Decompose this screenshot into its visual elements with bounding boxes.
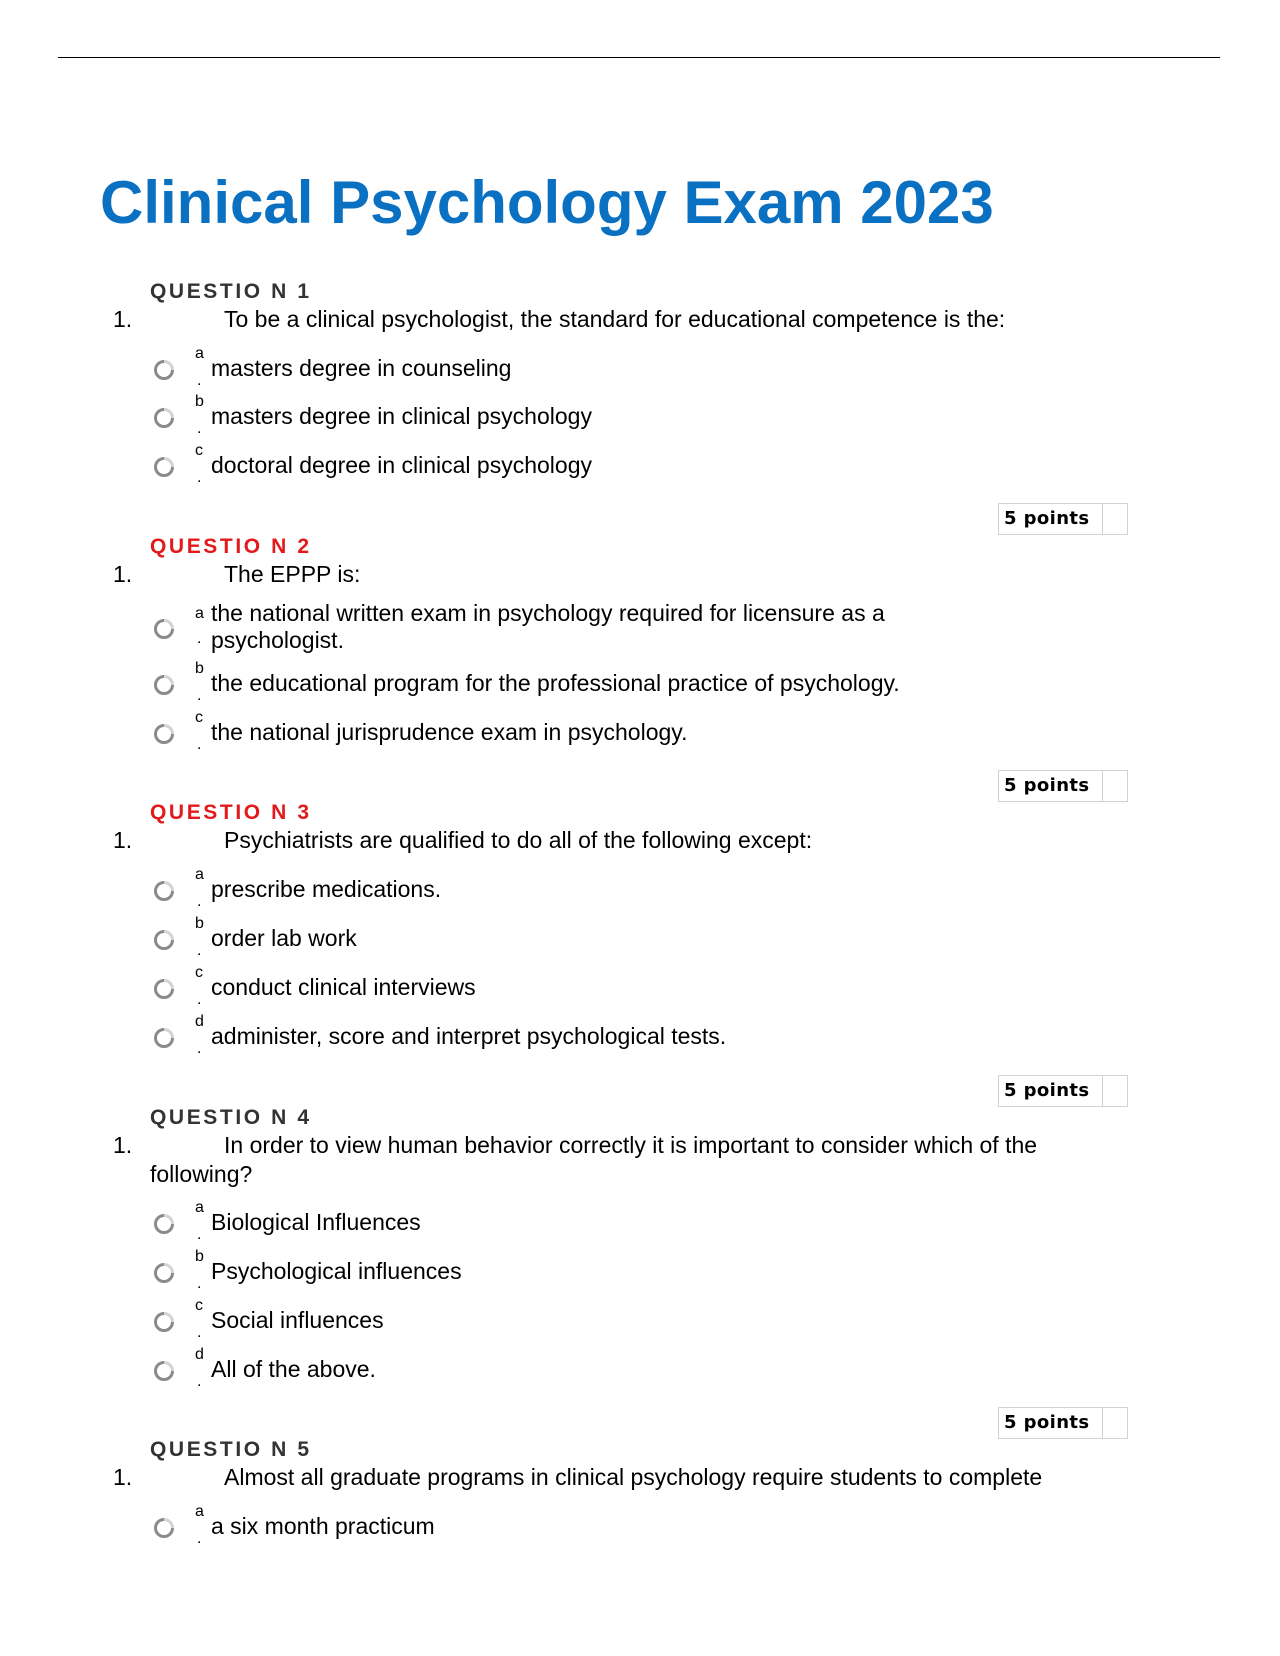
top-rule: [58, 57, 1220, 58]
points-input-box: [1102, 1408, 1127, 1438]
option-dot: .: [197, 991, 202, 1008]
points-badge-3: [998, 1075, 1128, 1107]
option-letter: d: [195, 1013, 204, 1030]
option-letter: a: [195, 345, 204, 362]
radio-button-icon[interactable]: [153, 880, 175, 902]
radio-button-icon[interactable]: [153, 929, 175, 951]
option-letter: a: [195, 1503, 204, 1520]
option-dot: .: [197, 469, 202, 486]
points-input-box: [1102, 771, 1127, 801]
question-1-option-b[interactable]: [150, 393, 1010, 445]
question-3-option-c[interactable]: [150, 964, 1010, 1016]
option-dot: .: [197, 1275, 202, 1292]
option-dot: .: [197, 687, 202, 704]
option-letter: a: [195, 605, 204, 622]
option-letter: b: [195, 393, 204, 410]
question-5-option-a[interactable]: [150, 1503, 1010, 1555]
question-4-number: 1.: [113, 1132, 133, 1158]
question-4-option-d[interactable]: [150, 1346, 1010, 1398]
option-dot: .: [197, 630, 202, 647]
option-letter: b: [195, 660, 204, 677]
option-label: Biological Influences: [211, 1209, 421, 1235]
question-1-header: QUESTIO N 1: [150, 280, 312, 303]
points-label: 5 points: [1004, 1412, 1090, 1433]
option-label: order lab work: [211, 925, 357, 951]
radio-button-icon[interactable]: [153, 1262, 175, 1284]
option-label: the national jurisprudence exam in psychology.: [211, 719, 688, 745]
points-input-box: [1102, 1076, 1127, 1106]
question-2-header: QUESTIO N 2: [150, 535, 312, 558]
option-letter: a: [195, 1199, 204, 1216]
option-dot: .: [197, 1040, 202, 1057]
question-1-number: 1.: [113, 306, 133, 332]
question-3-option-a[interactable]: [150, 866, 1010, 918]
points-badge-2: [998, 770, 1128, 802]
radio-button-icon[interactable]: [153, 674, 175, 696]
option-dot: .: [197, 1373, 202, 1390]
question-2-option-c[interactable]: [150, 709, 1010, 761]
radio-button-icon[interactable]: [153, 1360, 175, 1382]
question-2-option-b[interactable]: [150, 660, 1010, 712]
radio-button-icon[interactable]: [153, 1027, 175, 1049]
question-3-text: Psychiatrists are qualified to do all of the following except:: [224, 827, 813, 853]
question-4-header: QUESTIO N 4: [150, 1106, 312, 1129]
option-label: masters degree in counseling: [211, 355, 512, 381]
question-4-text: In order to view human behavior correctly it is important to consider which of the following?: [150, 1132, 1038, 1187]
question-3-option-b[interactable]: [150, 915, 1010, 967]
page-title: Clinical Psychology Exam 2023: [100, 169, 994, 236]
option-dot: .: [197, 1324, 202, 1341]
option-letter: b: [195, 1248, 204, 1265]
option-label: masters degree in clinical psychology: [211, 403, 592, 429]
radio-button-icon[interactable]: [153, 1517, 175, 1539]
option-dot: .: [197, 372, 202, 389]
option-dot: .: [197, 942, 202, 959]
option-label: the national written exam in psychology required for licensure as a psychologist.: [211, 600, 885, 653]
radio-button-icon[interactable]: [153, 618, 175, 640]
option-dot: .: [197, 420, 202, 437]
radio-button-icon[interactable]: [153, 359, 175, 381]
question-2-number: 1.: [113, 561, 133, 587]
points-label: 5 points: [1004, 775, 1090, 796]
radio-button-icon[interactable]: [153, 723, 175, 745]
option-letter: c: [195, 1297, 203, 1314]
option-letter: c: [195, 709, 203, 726]
option-label: Psychological influences: [211, 1258, 462, 1284]
question-3-option-d[interactable]: [150, 1013, 1010, 1065]
question-5-text: Almost all graduate programs in clinical psychology require students to complete: [224, 1464, 1043, 1490]
option-letter: d: [195, 1346, 204, 1363]
question-4-option-c[interactable]: [150, 1297, 1010, 1349]
option-dot: .: [197, 893, 202, 910]
option-label: doctoral degree in clinical psychology: [211, 452, 592, 478]
question-2-text: The EPPP is:: [224, 561, 361, 587]
option-label: the educational program for the professional practice of psychology.: [211, 670, 900, 696]
points-input-box: [1102, 504, 1127, 534]
question-3-header: QUESTIO N 3: [150, 801, 312, 824]
points-label: 5 points: [1004, 1080, 1090, 1101]
option-dot: .: [197, 1226, 202, 1243]
option-letter: a: [195, 866, 204, 883]
question-2-option-a[interactable]: [150, 600, 1010, 656]
question-4-option-b[interactable]: [150, 1248, 1010, 1300]
option-dot: .: [197, 1530, 202, 1547]
option-letter: b: [195, 915, 204, 932]
question-4-option-a[interactable]: [150, 1199, 1010, 1251]
option-label: a six month practicum: [211, 1513, 435, 1539]
option-label: administer, score and interpret psychological tests.: [211, 1023, 727, 1049]
option-label: All of the above.: [211, 1356, 376, 1382]
radio-button-icon[interactable]: [153, 1311, 175, 1333]
points-badge-1: [998, 503, 1128, 535]
question-5-header: QUESTIO N 5: [150, 1438, 312, 1461]
points-label: 5 points: [1004, 508, 1090, 529]
question-1-option-c[interactable]: [150, 442, 1010, 494]
question-1-option-a[interactable]: [150, 345, 1010, 397]
radio-button-icon[interactable]: [153, 1213, 175, 1235]
option-letter: c: [195, 442, 203, 459]
question-1-text: To be a clinical psychologist, the standard for educational competence is the:: [224, 306, 1006, 332]
points-badge-4: [998, 1407, 1128, 1439]
radio-button-icon[interactable]: [153, 978, 175, 1000]
radio-button-icon[interactable]: [153, 456, 175, 478]
option-dot: .: [197, 736, 202, 753]
question-5-number: 1.: [113, 1464, 133, 1490]
option-label: prescribe medications.: [211, 876, 442, 902]
option-label: conduct clinical interviews: [211, 974, 476, 1000]
option-label: Social influences: [211, 1307, 384, 1333]
radio-button-icon[interactable]: [153, 407, 175, 429]
option-letter: c: [195, 964, 203, 981]
question-3-number: 1.: [113, 827, 133, 853]
